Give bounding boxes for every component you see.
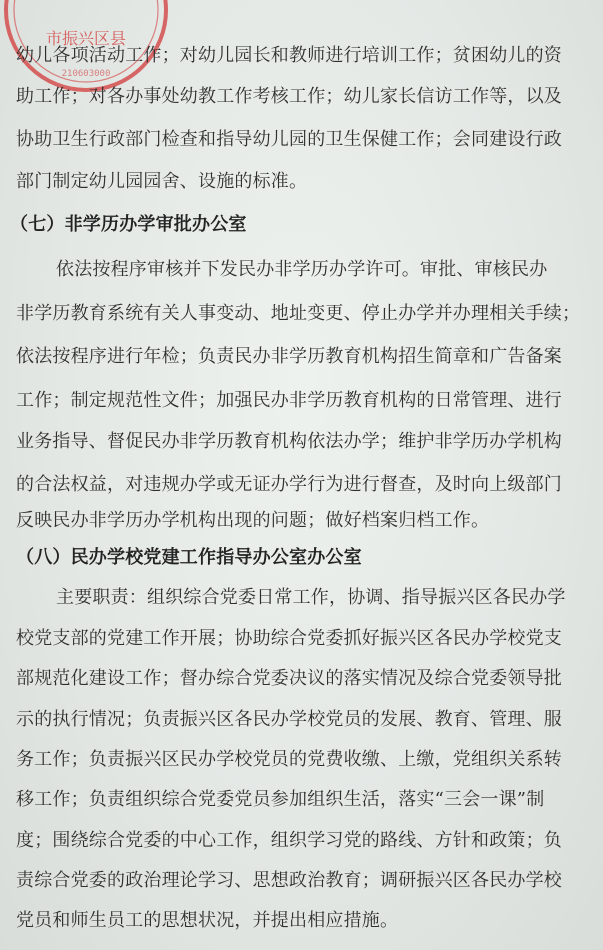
text-line: 部门制定幼儿园园舍、设施的标准。 — [16, 171, 308, 192]
text-line: 务工作；负责振兴区民办学校党员的党费收缴、上缴，党组织关系转 — [16, 749, 562, 770]
text-line: 协助卫生行政部门检查和指导幼儿园的卫生保健工作；会同建设行政 — [16, 129, 562, 150]
text-line: 党员和师生员工的思想状况，并提出相应措施。 — [16, 910, 399, 931]
text-line: 非学历教育系统有关人事变动、地址变更、停止办学并办理相关手续； — [16, 303, 581, 324]
seal-text: 市振兴区县 — [45, 29, 127, 48]
text-line: 工作；制定规范性文件；加强民办非学历教育机构的日常管理、进行 — [16, 390, 562, 411]
text-line: 业务指导、督促民办非学历教育机构依法办学；维护非学历办学机构 — [16, 431, 562, 452]
section-heading-8: （八）民办学校党建工作指导办公室办公室 — [16, 547, 362, 568]
text-line: 依法按程序审核并下发民办非学历办学许可。审批、审核民办 — [56, 259, 548, 280]
text-line: 校党支部的党建工作开展；协助综合党委抓好振兴区各民办学校党支 — [16, 628, 562, 649]
text-line: 部规范化建设工作；督办综合党委决议的落实情况及综合党委领导批 — [16, 668, 562, 689]
text-line: 度；围绕综合党委的中心工作，组织学习党的路线、方针和政策；负 — [16, 830, 562, 851]
text-line: 幼儿各项活动工作；对幼儿园长和教师进行培训工作；贫困幼儿的资 — [16, 45, 562, 66]
text-line: 责综合党委的政治理论学习、思想政治教育；调研振兴区各民办学校 — [16, 870, 562, 891]
text-line: 的合法权益，对违规办学或无证办学行为进行督查，及时向上级部门 — [16, 474, 562, 495]
seal-number: 210603000 — [61, 69, 111, 79]
text-line: 移工作；负责组织综合党委党员参加组织生活，落实“三会一课”制 — [16, 789, 545, 810]
text-line: 助工作；对各办事处幼教工作考核工作；幼儿家长信访工作等，以及 — [16, 86, 562, 107]
text-line: 反映民办非学历办学机构出现的问题；做好档案归档工作。 — [16, 510, 490, 531]
text-line: 主要职责：组织综合党委日常工作，协调、指导振兴区各民办学 — [56, 587, 566, 608]
section-heading-7: （七）非学历办学审批办公室 — [10, 214, 247, 235]
text-line: 示的执行情况；负责振兴区各民办学校党员的发展、教育、管理、服 — [16, 709, 562, 730]
text-line: 依法按程序进行年检；负责民办非学历教育机构招生简章和广告备案 — [16, 346, 562, 367]
